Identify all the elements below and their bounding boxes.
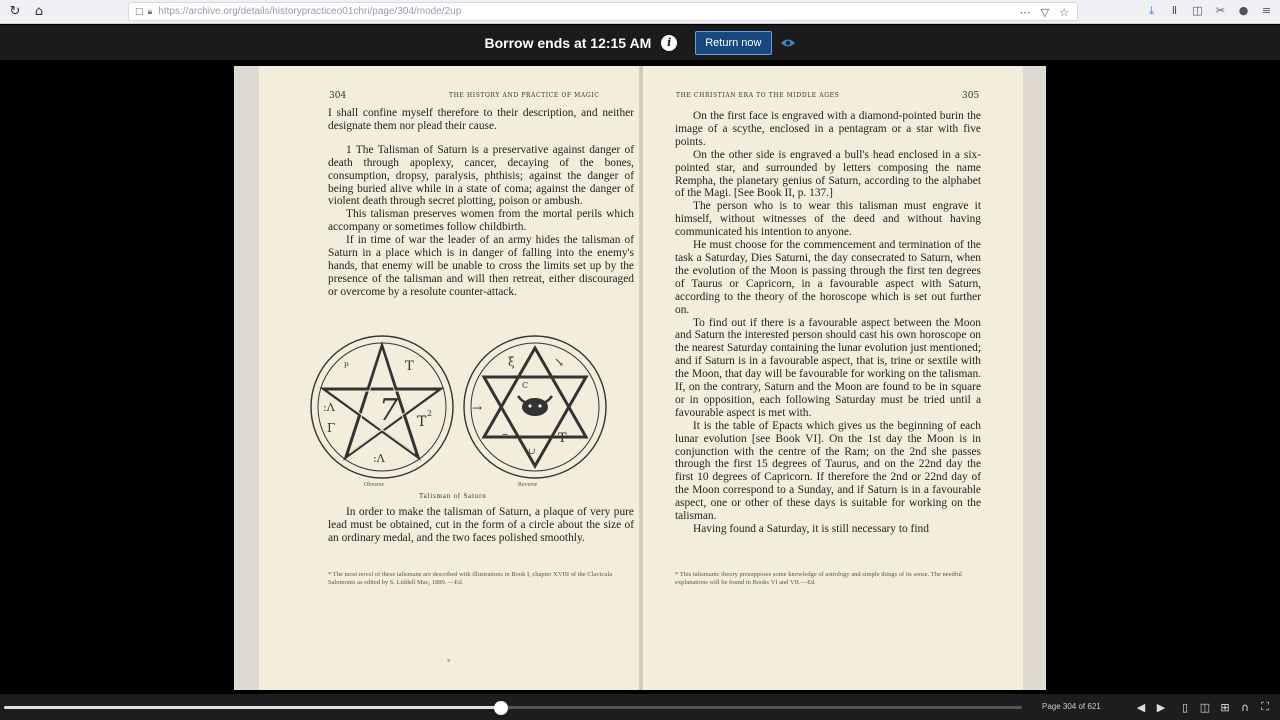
left-paragraph: I shall confine myself therefore to their description, and neither designate them nor plead their cause. (328, 107, 634, 132)
svg-text:∪: ∪ (528, 447, 536, 457)
right-paragraph: He must choose for the commencement and termination of the task a Saturday, Dies Saturni, the day consecrated to Saturn, when the evolution of the Moon is passing through the first ten degrees of Taurus or Capricorn, in a favourable aspect with Saturn, according to the theory of the horoscope which is set out further on. (675, 239, 981, 316)
return-now-button[interactable]: Return now (695, 31, 771, 55)
svg-text:–: – (502, 427, 508, 441)
pocket-icon[interactable]: ▽ (1040, 6, 1050, 19)
info-icon[interactable]: i (661, 35, 677, 51)
figure-caption: Talisman of Saturn (419, 492, 487, 500)
page-actions-icon[interactable]: ⋯ (1019, 6, 1031, 19)
fullscreen-icon[interactable]: ⛶ (1261, 700, 1269, 713)
left-text-bottom (328, 506, 634, 545)
borrow-bar (0, 25, 1280, 60)
svg-text:2: 2 (427, 409, 433, 418)
thumbnail-view-icon[interactable]: ⊞ (1220, 700, 1230, 714)
next-page-icon[interactable]: ▶ (1156, 700, 1166, 714)
svg-text:T: T (405, 359, 414, 374)
left-paragraph: This talisman preserves women from the mortal perils which accompany or sometimes follow childbirth. (328, 208, 634, 234)
left-paragraph: 1 The Talisman of Saturn is a preservative against danger of death through apoplexy, cancer, decaying of the bones, consumption, dropsy, paralysis, phthisis; against the danger of being buried alive while in a state of coma; against the danger of violent death through secret plotting, poison or ambush. (328, 143, 634, 208)
page-slider-fill (4, 706, 501, 709)
svg-text:T: T (417, 414, 427, 430)
svg-text::Λ: :Λ (323, 401, 335, 414)
talisman-reverse-seal (462, 334, 608, 480)
right-page[interactable] (643, 66, 1023, 690)
left-running-head: THE HISTORY AND PRACTICE OF MAGIC (449, 92, 600, 99)
reader-controls (0, 694, 1280, 720)
book-viewer (0, 60, 1280, 694)
browser-toolbar (0, 0, 1280, 24)
lock-icon: 🔒︎ (147, 6, 153, 17)
download-icon[interactable]: ⤓ (1149, 3, 1154, 17)
svg-text:ξ: ξ (508, 355, 515, 369)
right-paragraph: It is the table of Epacts which gives us the beginning of each lunar evolution [see Book VI]. On the 1st day the Moon is in conjunction with the centre of the Ram; on the 2nd she passes through the first 15 degrees of Taurus, and on the 22nd day the first 10 degrees of Capricorn. If therefore the 2nd or 22nd day of the Moon correspond to a Sunday, and if Saturn is in a favourable aspect, one or other of these days is suitable for working on the talisman. (675, 419, 981, 523)
right-paragraph: The person who is to wear this talisman must engrave it himself, without witnesses of the deed and without having communicated his intention to anyone. (675, 200, 981, 239)
left-paragraph: In order to make the talisman of Saturn, a plaque of very pure lead must be obtained, cut in the form of a circle about the size of an ordinary medal, and the two faces polished smoothly. (328, 506, 634, 544)
bookmark-star-icon[interactable]: ☆ (1059, 6, 1069, 19)
read-aloud-icon[interactable]: ∩ (1240, 700, 1250, 714)
svg-text:Γ: Γ (327, 421, 336, 435)
library-icon[interactable]: Ⅱ (1171, 4, 1178, 17)
svg-text:ᵖ: ᵖ (344, 359, 349, 373)
left-paragraph: If in time of war the leader of an army hides the talisman of Saturn in a place which is in danger of falling into the enemy's hands, that enemy will be unable to cross the limits set up by the presence of the talisman and will then retreat, either discouraged or overcome by a resolute counter-attack. (328, 234, 634, 298)
svg-text:→: → (472, 401, 483, 415)
previous-page-icon[interactable]: ◀ (1136, 700, 1146, 714)
menu-icon[interactable]: ≡ (1261, 4, 1272, 17)
right-paragraph: Having found a Saturday, it is still necessary to find (693, 523, 929, 535)
talisman-obverse-seal (309, 334, 455, 480)
left-bottom-mark: x (447, 658, 450, 664)
account-icon[interactable]: ● (1238, 4, 1249, 17)
right-paragraph: To find out if there is a favourable aspect between the Moon and Saturn the interested person should cast his own horoscope on the nearest Saturday containing the lunar evolution just mentioned; and if Saturn is in a favourable aspect, that is, trine or sextile with the Moon, that day will be favourable for working on the talisman. If, on the contrary, Saturn and the Moon are found to be in square or in opposition, each following Saturday must be tried until a favourable aspect is met with. (675, 316, 981, 419)
right-paragraph: On the first face is engraved with a diamond-pointed burin the image of a scythe, enclosed in a pentagram or a star with five points. (675, 110, 981, 148)
page-indicator: Page 304 of 621 (1042, 702, 1101, 711)
page-icon: □ (135, 6, 144, 17)
page-slider[interactable] (4, 706, 1022, 709)
right-text (675, 110, 981, 536)
svg-text:C: C (522, 381, 529, 390)
svg-text:T: T (558, 431, 567, 446)
book-spread (234, 66, 1046, 690)
borrow-message: Borrow ends at 12:15 AM (484, 34, 652, 51)
right-footnote: * This talismanic theory presupposes some knowledge of astrology and simple things of its sense. The needful explanations will be found in Books VI and VII.—Ed. (675, 571, 962, 586)
right-page-number: 305 (962, 91, 980, 101)
svg-text:7: 7 (379, 393, 399, 428)
page-slider-thumb[interactable] (494, 701, 508, 715)
one-page-view-icon[interactable]: ▯ (1181, 700, 1189, 714)
left-text-top (328, 107, 634, 299)
right-running-head: THE CHRISTIAN ERA TO THE MIDDLE AGES (676, 92, 840, 99)
eye-icon[interactable] (780, 37, 796, 49)
url-text: https://archive.org/details/historypracticeo01chri/page/304/mode/2up (158, 6, 462, 17)
home-icon[interactable]: ⌂ (34, 4, 44, 19)
svg-text::Λ: :Λ (373, 452, 385, 465)
obverse-label: Obverse (364, 482, 384, 488)
right-paragraph: On the other side is engraved a bull's head enclosed in a six-pointed star, and surrounded by letters composing the name Rempha, the planetary genius of Saturn, according to the alphabet of the Magi. [See Book II, p. 137.] (675, 148, 981, 200)
left-page[interactable] (259, 66, 641, 690)
svg-text:↘: ↘ (554, 355, 565, 369)
reverse-label: Reverse (518, 482, 538, 488)
two-page-view-icon[interactable]: ◫ (1199, 700, 1211, 714)
left-footnote: * The most novel of these talismans are described with illustrations in Book I, chapter XVIII of the Clavicula Salomonis as edited by S. Liddell Mac, 1889. —Ed. (328, 571, 613, 586)
left-page-number: 304 (329, 91, 347, 101)
sidebar-icon[interactable]: ◫ (1192, 4, 1203, 17)
reload-icon[interactable]: ↻ (9, 4, 21, 19)
screenshot-icon[interactable]: ✂ (1215, 4, 1226, 17)
address-bar[interactable] (128, 2, 1078, 21)
